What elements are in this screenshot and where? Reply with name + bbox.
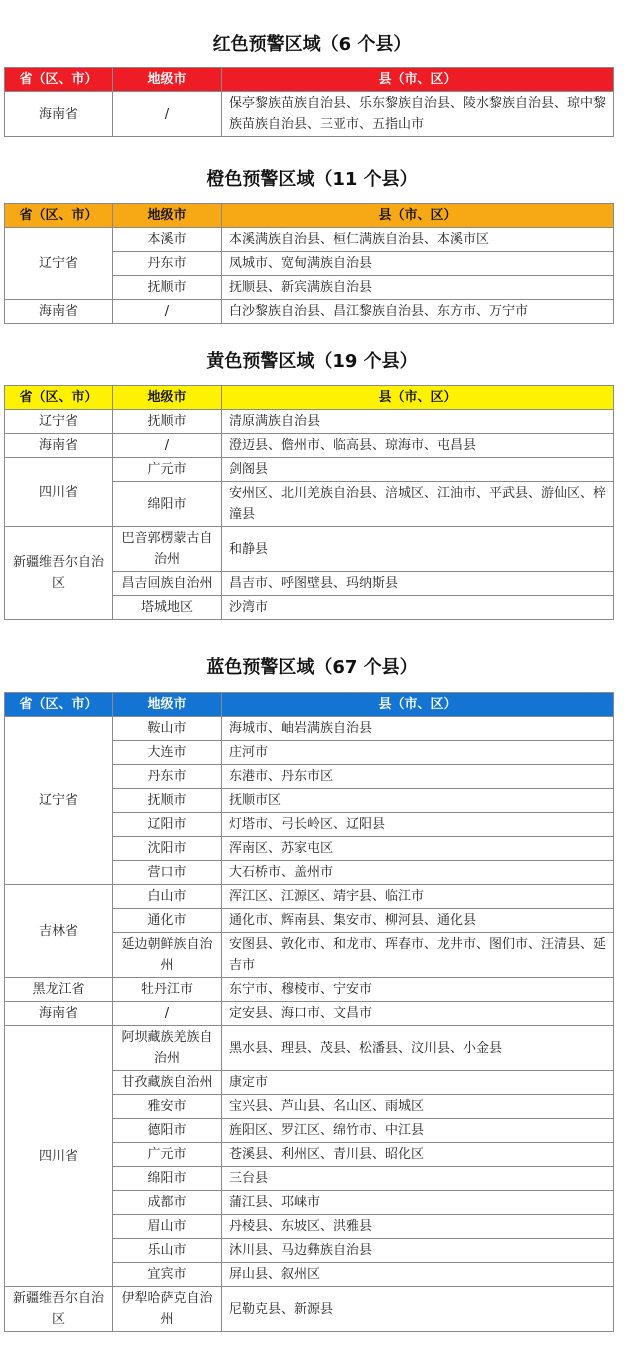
county-cell: 昌吉市、呼图壁县、玛纳斯县: [222, 572, 614, 596]
county-cell: 定安县、海口市、文昌市: [222, 1002, 614, 1026]
orange-section-title: 橙色预警区域（11 个县）: [206, 169, 418, 190]
city-cell: 延边朝鲜族自治州: [113, 933, 222, 978]
province-cell: 辽宁省: [5, 228, 113, 300]
county-cell: 海城市、岫岩满族自治县: [222, 717, 614, 741]
header-city: 地级市: [113, 693, 222, 717]
table-row: [5, 410, 614, 434]
city-cell: /: [113, 300, 222, 324]
province-cell: 海南省: [5, 92, 113, 137]
county-cell: 抚顺市区: [222, 789, 614, 813]
county-cell: 浑南区、苏家屯区: [222, 837, 614, 861]
red-section-title: 红色预警区域（6 个县）: [212, 34, 412, 55]
header-city: 地级市: [113, 386, 222, 410]
header-county: 县（市、区）: [222, 204, 614, 228]
table-row: [5, 1002, 614, 1026]
city-cell: /: [113, 92, 222, 137]
county-cell: 蒲江县、邛崃市: [222, 1191, 614, 1215]
table-row: [5, 434, 614, 458]
city-cell: /: [113, 1002, 222, 1026]
red-warning-table: [4, 67, 614, 137]
city-cell: 广元市: [113, 458, 222, 482]
orange-warning-section: [0, 168, 624, 192]
county-cell: 康定市: [222, 1071, 614, 1095]
city-cell: 大连市: [113, 741, 222, 765]
orange-warning-table: [4, 203, 614, 324]
yellow-warning-section: [0, 350, 624, 374]
city-cell: 甘孜藏族自治州: [113, 1071, 222, 1095]
header-city: 地级市: [113, 204, 222, 228]
county-cell: 东宁市、穆棱市、宁安市: [222, 978, 614, 1002]
county-cell: 白沙黎族自治县、昌江黎族自治县、东方市、万宁市: [222, 300, 614, 324]
province-cell: 海南省: [5, 1002, 113, 1026]
header-county: 县（市、区）: [222, 693, 614, 717]
city-cell: 抚顺市: [113, 276, 222, 300]
table-row: [5, 978, 614, 1002]
table-row: [5, 92, 614, 137]
county-cell: 三台县: [222, 1167, 614, 1191]
province-cell: 辽宁省: [5, 410, 113, 434]
province-cell: 新疆维吾尔自治区: [5, 1287, 113, 1332]
county-cell: 澄迈县、儋州市、临高县、琼海市、屯昌县: [222, 434, 614, 458]
header-county: 县（市、区）: [222, 386, 614, 410]
county-cell: 和静县: [222, 527, 614, 572]
county-cell: 旌阳区、罗江区、绵竹市、中江县: [222, 1119, 614, 1143]
city-cell: 雅安市: [113, 1095, 222, 1119]
city-cell: 塔城地区: [113, 596, 222, 620]
province-cell: 海南省: [5, 434, 113, 458]
city-cell: 本溪市: [113, 228, 222, 252]
header-province: 省（区、市）: [5, 68, 113, 92]
county-cell: 丹棱县、东坡区、洪雅县: [222, 1215, 614, 1239]
city-cell: 眉山市: [113, 1215, 222, 1239]
county-cell: 沙湾市: [222, 596, 614, 620]
county-cell: 通化市、辉南县、集安市、柳河县、通化县: [222, 909, 614, 933]
city-cell: 牡丹江市: [113, 978, 222, 1002]
table-header-row: [5, 693, 614, 717]
county-cell: 黑水县、理县、茂县、松潘县、汶川县、小金县: [222, 1026, 614, 1071]
city-cell: /: [113, 434, 222, 458]
city-cell: 伊犁哈萨克自治州: [113, 1287, 222, 1332]
city-cell: 巴音郭楞蒙古自治州: [113, 527, 222, 572]
province-cell: 新疆维吾尔自治区: [5, 527, 113, 620]
header-province: 省（区、市）: [5, 204, 113, 228]
city-cell: 白山市: [113, 885, 222, 909]
county-cell: 宝兴县、芦山县、名山区、雨城区: [222, 1095, 614, 1119]
city-cell: 德阳市: [113, 1119, 222, 1143]
table-header-row: [5, 68, 614, 92]
county-cell: 尼勒克县、新源县: [222, 1287, 614, 1332]
county-cell: 灯塔市、弓长岭区、辽阳县: [222, 813, 614, 837]
table-row: [5, 1287, 614, 1332]
province-cell: 吉林省: [5, 885, 113, 978]
table-row: [5, 228, 614, 252]
county-cell: 苍溪县、利州区、青川县、昭化区: [222, 1143, 614, 1167]
yellow-warning-table: [4, 385, 614, 620]
province-cell: 海南省: [5, 300, 113, 324]
city-cell: 绵阳市: [113, 1167, 222, 1191]
city-cell: 丹东市: [113, 252, 222, 276]
city-cell: 抚顺市: [113, 410, 222, 434]
table-row: [5, 717, 614, 741]
county-cell: 沐川县、马边彝族自治县: [222, 1239, 614, 1263]
county-cell: 大石桥市、盖州市: [222, 861, 614, 885]
table-header-row: [5, 386, 614, 410]
county-cell: 凤城市、宽甸满族自治县: [222, 252, 614, 276]
county-cell: 抚顺县、新宾满族自治县: [222, 276, 614, 300]
blue-section-title: 蓝色预警区域（67 个县）: [206, 657, 418, 678]
city-cell: 昌吉回族自治州: [113, 572, 222, 596]
county-cell: 安图县、敦化市、和龙市、珲春市、龙井市、图们市、汪清县、延吉市: [222, 933, 614, 978]
county-cell: 本溪满族自治县、桓仁满族自治县、本溪市区: [222, 228, 614, 252]
city-cell: 成都市: [113, 1191, 222, 1215]
county-cell: 庄河市: [222, 741, 614, 765]
header-province: 省（区、市）: [5, 693, 113, 717]
city-cell: 阿坝藏族羌族自治州: [113, 1026, 222, 1071]
header-province: 省（区、市）: [5, 386, 113, 410]
red-warning-section: [0, 33, 624, 57]
county-cell: 屏山县、叙州区: [222, 1263, 614, 1287]
city-cell: 鞍山市: [113, 717, 222, 741]
county-cell: 剑阁县: [222, 458, 614, 482]
county-cell: 保亭黎族苗族自治县、乐东黎族自治县、陵水黎族自治县、琼中黎族苗族自治县、三亚市、五指山市: [222, 92, 614, 137]
province-cell: 四川省: [5, 1026, 113, 1287]
city-cell: 绵阳市: [113, 482, 222, 527]
county-cell: 东港市、丹东市区: [222, 765, 614, 789]
table-row: [5, 300, 614, 324]
yellow-section-title: 黄色预警区域（19 个县）: [206, 351, 418, 372]
blue-warning-table: [4, 692, 614, 1332]
province-cell: 辽宁省: [5, 717, 113, 885]
county-cell: 清原满族自治县: [222, 410, 614, 434]
table-row: [5, 1026, 614, 1071]
city-cell: 丹东市: [113, 765, 222, 789]
province-cell: 四川省: [5, 458, 113, 527]
city-cell: 营口市: [113, 861, 222, 885]
county-cell: 浑江区、江源区、靖宇县、临江市: [222, 885, 614, 909]
city-cell: 沈阳市: [113, 837, 222, 861]
table-row: [5, 527, 614, 572]
header-county: 县（市、区）: [222, 68, 614, 92]
blue-warning-section: [0, 656, 624, 680]
county-cell: 安州区、北川羌族自治县、涪城区、江油市、平武县、游仙区、梓潼县: [222, 482, 614, 527]
province-cell: 黑龙江省: [5, 978, 113, 1002]
city-cell: 广元市: [113, 1143, 222, 1167]
table-header-row: [5, 204, 614, 228]
city-cell: 通化市: [113, 909, 222, 933]
city-cell: 抚顺市: [113, 789, 222, 813]
city-cell: 宜宾市: [113, 1263, 222, 1287]
table-row: [5, 458, 614, 482]
table-row: [5, 885, 614, 909]
city-cell: 辽阳市: [113, 813, 222, 837]
header-city: 地级市: [113, 68, 222, 92]
city-cell: 乐山市: [113, 1239, 222, 1263]
